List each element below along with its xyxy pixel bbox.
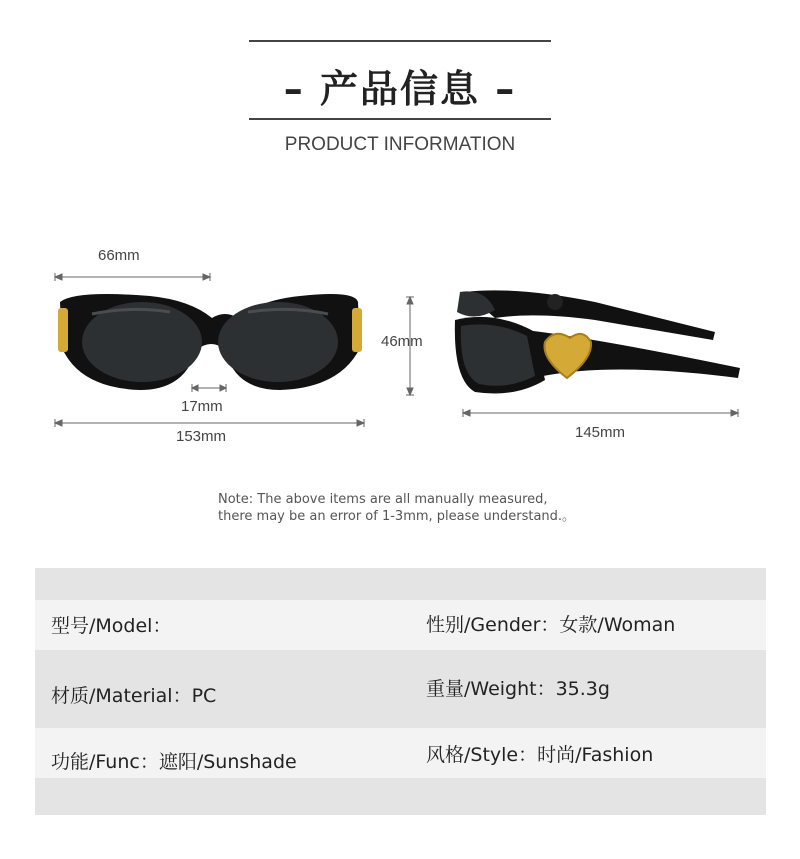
frame-width-line — [55, 419, 364, 427]
spec-function: 功能/Func：遮阳/Sunshade — [51, 751, 297, 773]
sunglasses-front-icon — [58, 294, 362, 390]
lens-height-label: 46mm — [381, 333, 423, 350]
note-line-2: there may be an error of 1-3mm, please understand.。 — [218, 509, 576, 524]
frame-width-label: 153mm — [176, 428, 227, 445]
spec-gender: 性别/Gender：女款/Woman — [426, 614, 676, 636]
temple-length-label: 145mm — [575, 424, 626, 441]
header-rule-top — [249, 40, 551, 42]
bridge-line — [192, 384, 226, 392]
page-subtitle: PRODUCT INFORMATION — [284, 134, 516, 155]
measurement-note — [218, 491, 575, 525]
spec-model: 型号/Model： — [51, 615, 172, 637]
spec-style: 风格/Style：时尚/Fashion — [426, 744, 654, 766]
spec-band-top — [35, 568, 766, 600]
lens-width-line — [55, 273, 210, 281]
header-rule-bottom — [249, 118, 551, 120]
page-title: – 产品信息 – — [283, 67, 517, 111]
note-line-1: Note: The above items are all manually measured, — [218, 492, 548, 507]
bridge-label: 17mm — [181, 398, 223, 415]
front-view-diagram — [40, 240, 380, 450]
spec-material: 材质/Material：PC — [51, 685, 217, 707]
spec-band-bottom — [35, 778, 766, 815]
sunglasses-side-icon — [455, 290, 740, 393]
temple-length-line — [463, 409, 738, 417]
lens-width-label: 66mm — [98, 247, 140, 264]
side-view-diagram — [395, 280, 755, 430]
spec-weight: 重量/Weight：35.3g — [426, 678, 610, 700]
